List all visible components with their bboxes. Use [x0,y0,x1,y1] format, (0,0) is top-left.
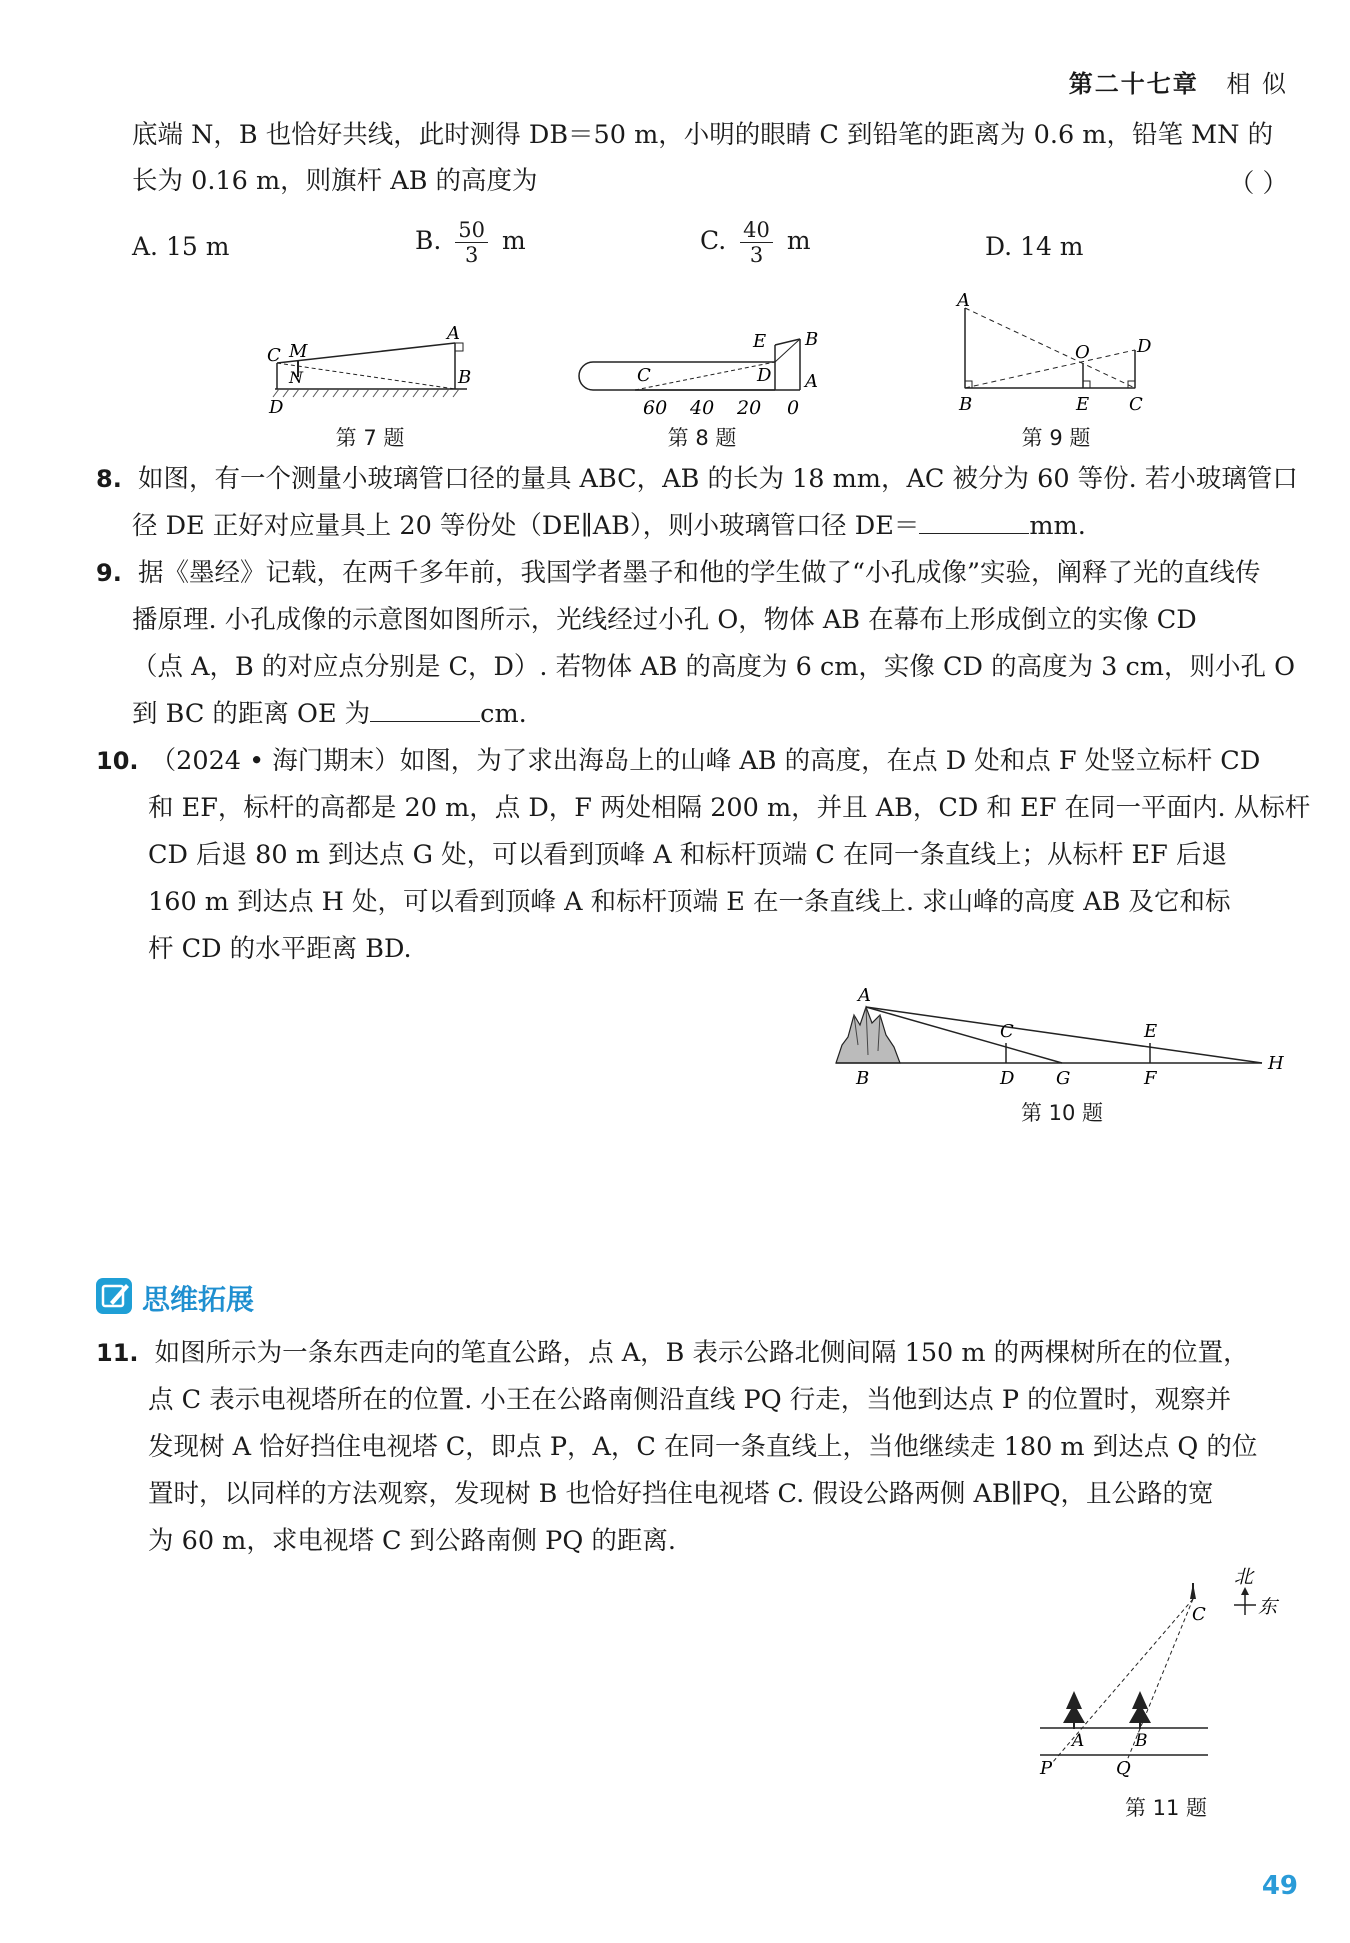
tree-a-icon [1063,1691,1085,1723]
fig8-label-d: D [757,365,772,386]
fig10-label-d: D [1000,1068,1015,1085]
figure-10-caption: 第 10 题 [1020,1101,1104,1125]
figure-11-diagram [1030,1565,1310,1790]
fig10-label-h: H [1268,1053,1284,1074]
option-b-label: B. [415,226,442,255]
fig11-label-p: P [1040,1758,1053,1779]
figure-9-diagram [945,290,1165,420]
chapter-header [1069,64,1288,99]
option-a: A. 15 m [132,232,230,261]
figure-8-diagram [575,325,835,420]
fig10-label-a: A [858,985,871,1006]
fig8-label-b: B [805,329,819,350]
option-c-denominator: 3 [749,243,764,267]
option-b-numerator: 50 [455,218,488,243]
fig9-label-a: A [957,290,970,311]
fig10-label-e: E [1144,1021,1158,1042]
compass-north-label: 北 [1234,1566,1254,1588]
question-11-text-1: 如图所示为一条东西走向的笔直公路，点 A，B 表示公路北侧间隔 150 m 的两棵树所在的位置， [154,1338,1249,1368]
question-11-line-1 [96,1336,1249,1370]
fig7-label-a: A [447,325,460,344]
fig9-label-b: B [959,394,973,415]
figure-9-caption: 第 9 题 [1021,426,1091,450]
option-c-numerator: 40 [740,218,773,243]
figure-10-diagram [830,985,1290,1085]
question-8-text-1: 如图，有一个测量小玻璃管口径的量具 ABC，AB 的长为 18 mm，AC 被分为 60 等份. 若小玻璃管口 [137,464,1298,494]
option-c [700,218,811,267]
question-8-text-2b: mm. [1029,511,1086,541]
option-b [415,218,526,267]
fig8-label-e: E [753,331,767,352]
figure-7-caption: 第 7 题 [335,426,405,450]
fig10-label-c: C [1000,1021,1014,1042]
pencil-icon-glyph [96,1278,132,1314]
fig10-label-f: F [1144,1068,1157,1085]
q7-line-2: 长为 0.16 m，则旗杆 AB 的高度为 [132,166,538,196]
question-9-line-1 [96,556,1261,590]
compass-east-label: 东 [1258,1596,1278,1618]
option-b-fraction [455,218,488,267]
question-8-number: 8. [96,465,122,493]
option-b-unit: m [501,226,526,255]
question-9-text-1: 据《墨经》记载，在两千多年前，我国学者墨子和他的学生做了“小孔成像”实验，阐释了光的直线传 [137,558,1261,588]
question-9-line-3: （点 A，B 的对应点分别是 C，D）. 若物体 AB 的高度为 6 cm，实像 CD 的高度为 3 cm，则小孔 O [132,652,1295,682]
question-8-line-1 [96,462,1298,496]
pencil-icon [96,1278,132,1314]
fig9-label-e: E [1076,394,1090,415]
fig9-label-o: O [1075,342,1090,363]
option-b-denominator: 3 [464,243,479,267]
fig8-tick-60: 60 [643,397,668,419]
fig10-label-b: B [856,1068,870,1085]
question-9-line-2: 播原理. 小孔成像的示意图如图所示，光线经过小孔 O，物体 AB 在幕布上形成倒立的实像 CD [132,605,1197,635]
question-8-answer-blank[interactable] [919,511,1029,534]
question-10-text-1: （2024 • 海门期末）如图，为了求出海岛上的山峰 AB 的高度，在点 D 处和点 F 处竖立标杆 CD [150,746,1261,776]
fig7-label-m: M [289,341,308,362]
fig11-label-b: B [1135,1731,1148,1751]
question-9-text-4a: 到 BC 的距离 OE 为 [132,699,371,729]
fig11-label-c: C [1192,1604,1206,1625]
option-d: D. 14 m [985,232,1084,261]
question-10-number: 10. [96,747,139,775]
answer-bracket: （ ） [1228,169,1288,199]
question-11-number: 11. [96,1339,139,1367]
option-c-unit: m [786,226,811,255]
question-10-line-2: 和 EF，标杆的高都是 20 m，点 D，F 两处相隔 200 m，并且 AB，CD 和 EF 在同一平面内. 从标杆 [148,793,1311,823]
fig8-tick-0: 0 [787,397,800,419]
question-10-line-1 [96,744,1260,778]
tree-b-icon [1129,1691,1151,1723]
question-11-line-5: 为 60 m，求电视塔 C 到公路南侧 PQ 的距离. [148,1526,676,1556]
question-10-line-4: 160 m 到达点 H 处，可以看到顶峰 A 和标杆顶端 E 在一条直线上. 求山峰的高度 AB 及它和标 [148,887,1231,917]
fig9-label-d: D [1137,336,1152,357]
question-8-line-2 [132,509,1086,543]
fig7-label-d: D [269,397,284,418]
fig7-label-b: B [458,367,472,388]
fig8-label-c: C [637,365,651,386]
question-8-text-2a: 径 DE 正好对应量具上 20 等份处（DE∥AB），则小玻璃管口径 DE＝ [132,511,920,541]
figure-11-caption: 第 11 题 [1124,1796,1208,1820]
figure-7-diagram [255,325,485,420]
question-10-line-5: 杆 CD 的水平距离 BD. [148,934,412,964]
fig11-label-a: A [1072,1731,1085,1751]
fig8-label-a: A [805,371,818,392]
question-11-line-2: 点 C 表示电视塔所在的位置. 小王在公路南侧沿直线 PQ 行走，当他到达点 P 的位置时，观察并 [148,1385,1232,1415]
question-9-number: 9. [96,559,122,587]
fig7-label-c: C [267,345,281,366]
question-9-text-4b: cm. [480,699,527,729]
fig8-tick-40: 40 [690,397,715,419]
chapter-title: 相 似 [1226,70,1288,98]
fig7-label-n: N [289,368,303,387]
section-title: 思维拓展 [142,1283,255,1316]
fig9-label-c: C [1129,394,1143,415]
page-number: 49 [1261,1871,1298,1901]
option-c-fraction [740,218,773,267]
chapter-number: 第二十七章 [1068,70,1199,98]
question-11-line-4: 置时，以同样的方法观察，发现树 B 也恰好挡住电视塔 C. 假设公路两侧 AB∥PQ，且公路的宽 [148,1479,1214,1509]
compass-icon [1234,1587,1256,1615]
question-9-line-4 [132,697,527,731]
figure-8-caption: 第 8 题 [667,426,737,450]
question-11-line-3: 发现树 A 恰好挡住电视塔 C，即点 P，A，C 在同一条直线上，当他继续走 180 m 到达点 Q 的位 [148,1432,1258,1462]
fig8-tick-20: 20 [737,397,762,419]
q7-line-1: 底端 N，B 也恰好共线，此时测得 DB＝50 m，小明的眼睛 C 到铅笔的距离为 0.6 m，铅笔 MN 的 [132,120,1274,150]
question-10-line-3: CD 后退 80 m 到达点 G 处，可以看到顶峰 A 和标杆顶端 C 在同一条直线上；从标杆 EF 后退 [148,840,1227,870]
option-c-label: C. [700,226,727,255]
fig10-label-g: G [1056,1068,1071,1085]
fig11-label-q: Q [1116,1758,1131,1779]
question-9-answer-blank[interactable] [370,699,480,722]
